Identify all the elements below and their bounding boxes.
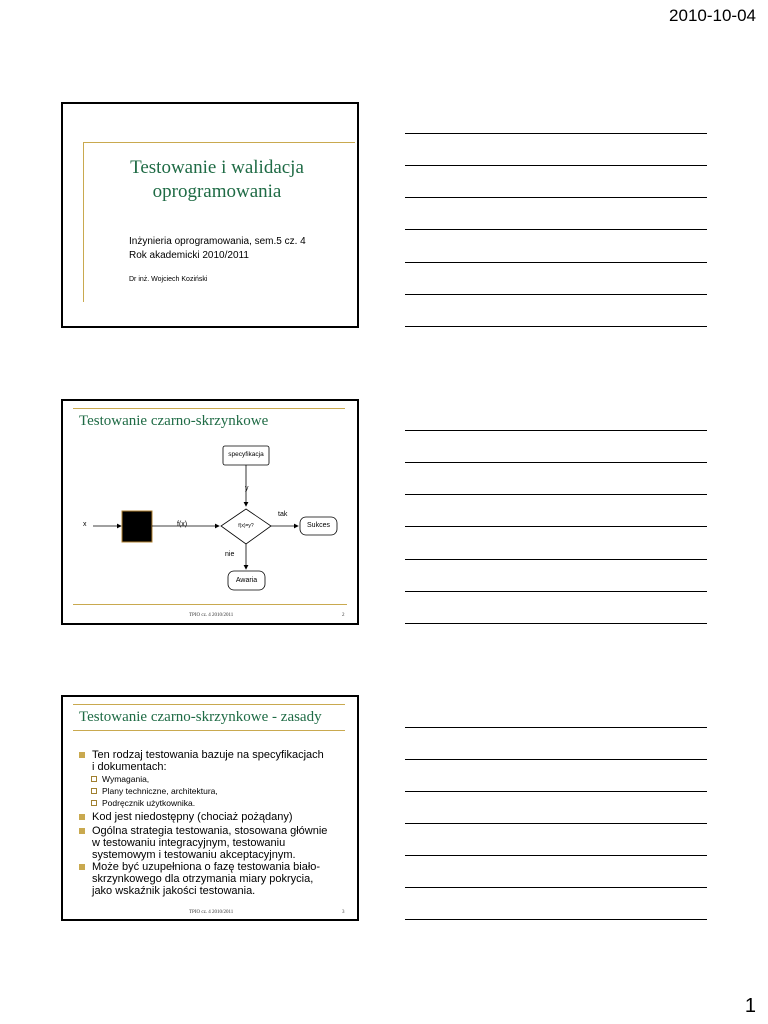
bullet-1-line-1: Ten rodzaj testowania bazuje na specyfikacjach (92, 749, 324, 761)
page-number: 1 (744, 995, 756, 1017)
bullet-4 (79, 861, 320, 897)
bullet-1 (79, 749, 324, 773)
bullet-4-line-1: Może być uzupełniona o fazę testowania biało- (92, 861, 321, 873)
slide-3-number: 3 (342, 910, 345, 915)
note-line (405, 462, 707, 463)
y-label: y (245, 485, 249, 492)
failure-label: Awaria (235, 577, 258, 584)
slide-2 (61, 399, 359, 625)
slide-1-subtitle-1: Inżynieria oprogramowania, sem.5 cz. 4 (129, 236, 306, 247)
bullet-3 (79, 825, 327, 861)
success-label: Sukces (307, 522, 330, 529)
bullet-marker (79, 864, 85, 870)
x-label: x (83, 521, 87, 528)
bullet-marker (79, 752, 85, 758)
subbullet-2-text: Plany techniczne, architektura, (102, 786, 218, 796)
subbullet-marker (91, 776, 97, 782)
slide-2-title: Testowanie czarno-skrzynkowe (79, 413, 269, 429)
title-accent-top (73, 704, 345, 705)
title-underline (73, 730, 345, 731)
slide-1-title (85, 156, 349, 204)
fx-label: f(x) (177, 521, 188, 528)
slide-3-title: Testowanie czarno-skrzynkowe - zasady (79, 709, 322, 725)
decision-label: f(x)=y? (238, 523, 254, 529)
bullet-marker (79, 828, 85, 834)
note-line (405, 133, 707, 134)
note-line (405, 855, 707, 856)
note-line (405, 559, 707, 560)
slide-2-number: 2 (342, 613, 345, 618)
note-line (405, 591, 707, 592)
slide-3-footer: TPIO cz. 4 2010/2011 (189, 910, 234, 915)
note-line (405, 919, 707, 920)
note-line (405, 262, 707, 263)
note-line (405, 494, 707, 495)
bullet-4-line-3: jako wskaźnik jakości testowania. (92, 885, 256, 897)
subbullet-3-text: Podręcznik użytkownika. (102, 798, 196, 808)
slide-2-footer: TPIO cz. 4 2010/2011 (189, 613, 234, 618)
note-line (405, 759, 707, 760)
note-line (405, 887, 707, 888)
subbullet-marker (91, 800, 97, 806)
bullet-3-line-1: Ogólna strategia testowania, stosowana głównie (92, 825, 328, 837)
note-line (405, 430, 707, 431)
slide-1 (61, 102, 359, 328)
title-accent-horizontal (83, 142, 355, 143)
note-line (405, 197, 707, 198)
slide-3 (61, 695, 359, 921)
note-line (405, 165, 707, 166)
title-line-2: oprogramowania (152, 181, 282, 202)
blackbox-diagram (63, 401, 357, 623)
bullet-1-line-2: i dokumentach: (92, 761, 167, 773)
spec-label: specyfikacja (228, 451, 264, 458)
note-line (405, 294, 707, 295)
note-line (405, 526, 707, 527)
bullet-4-line-2: skrzynkowego dla otrzymania miary pokrycia, (92, 873, 314, 885)
slide-1-subtitle-2: Rok akademicki 2010/2011 (129, 250, 249, 261)
bullet-3-line-2: w testowaniu integracyjnym, testowaniu (92, 837, 286, 849)
footer-rule (73, 604, 347, 605)
slide-1-author: Dr inż. Wojciech Koziński (129, 276, 208, 283)
subbullet-3 (91, 798, 195, 808)
subbullet-2 (91, 786, 218, 796)
note-line (405, 326, 707, 327)
note-line (405, 229, 707, 230)
black-box (122, 511, 152, 542)
note-line (405, 727, 707, 728)
bullet-3-line-3: systemowym i testowaniu akceptacyjnym. (92, 849, 296, 861)
bullet-marker (79, 814, 85, 820)
yes-label: tak (278, 511, 288, 518)
bullet-2-line-1: Kod jest niedostępny (chociaż pożądany) (92, 811, 293, 823)
subbullet-1-text: Wymagania, (102, 774, 150, 784)
header-date: 2010-10-04 (669, 6, 756, 25)
title-line-1: Testowanie i walidacja (130, 157, 304, 178)
bullet-2 (79, 811, 293, 823)
title-accent-vertical (83, 142, 84, 302)
subbullet-1 (91, 774, 149, 784)
note-line (405, 623, 707, 624)
note-line (405, 791, 707, 792)
subbullet-marker (91, 788, 97, 794)
no-label: nie (225, 551, 235, 558)
note-line (405, 823, 707, 824)
